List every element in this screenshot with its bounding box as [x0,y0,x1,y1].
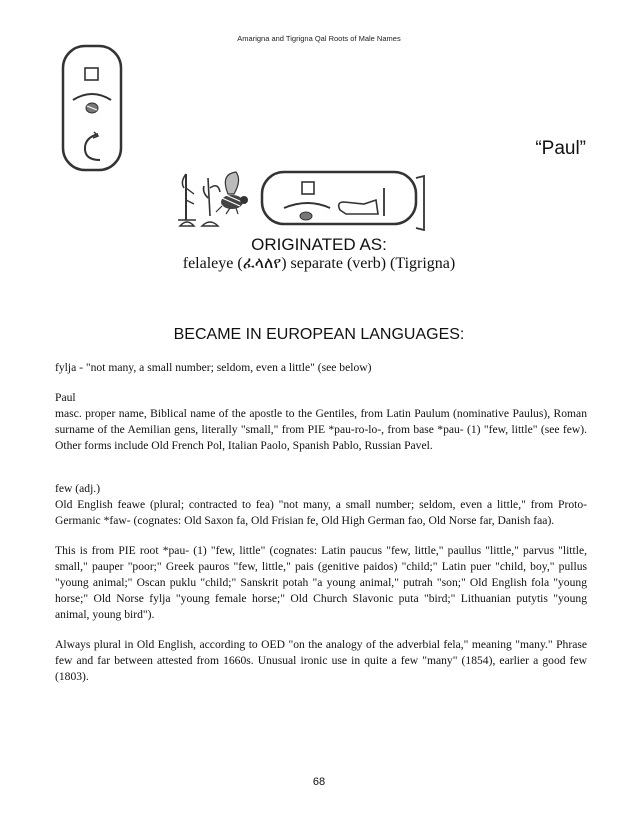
running-header: Amarigna and Tigrigna Qal Roots of Male Names [237,34,401,43]
name-title: “Paul” [535,138,586,159]
spacer [55,623,587,637]
paul-paragraph: masc. proper name, Biblical name of the apostle to the Gentiles, from Latin Paulum (nominative Paulus), Roman surname of the Aemilian gens, literally "small," from PIE *pau-ro-lo-, from base *pau- (1) "few, little" (see few). Other forms include Old French Pol, Italian Paolo, Spanish Pablo, Russian Pavel. [55,407,587,452]
spacer [55,529,587,543]
pie-root-paragraph: This is from PIE root *pau- (1) "few, little" (cognates: Latin paucus "few, little," paullus "little," parvus "little, small," pauper "poor;" Greek pauros "few, little," pais (genitive paidos) "child;" Latin puer "child, boy," pullus "young animal;" Oscan puklu "child;" Sanskrit potah "a young animal," putrah "son;" Old English fola "young horse;" Old Norse fylja "young female horse;" Old Church Slavonic puta "bird;" Lithuanian putytis "young animal, young bird"). [55,544,587,621]
few-heading: few (adj.) [55,482,101,495]
spacer [55,376,587,390]
horizontal-hieroglyph-group [174,168,426,236]
fylja-paragraph: fylja - "not many, a small number; seldom, even a little" (see below) [55,361,372,374]
originated-heading: ORIGINATED AS: [251,235,387,254]
originated-line: felaleye (ፈላለየ) separate (verb) (Tigrigna) [182,255,456,272]
page-number: 68 [312,776,326,788]
paul-heading: Paul [55,391,76,404]
became-heading: BECAME IN EUROPEAN LANGUAGES: [173,326,465,343]
always-plural-paragraph: Always plural in Old English, according to OED "on the analogy of the adverbial fela," meaning "many." Phrase few and far between attested from 1660s. Unusual ironic use in quite a few "many" (1854), earlier a good few (1803). [55,638,587,683]
few-paragraph: Old English feawe (plural; contracted to fea) "not many, a small number; seldom, even a little," from Proto-Germanic *faw- (cognates: Old Saxon fa, Old Frisian fe, Old High German fao, Old Norse far, Danish faa). [55,498,587,527]
body-text [55,360,587,685]
spacer [55,454,587,481]
vertical-cartouche-hieroglyphs [60,44,126,172]
